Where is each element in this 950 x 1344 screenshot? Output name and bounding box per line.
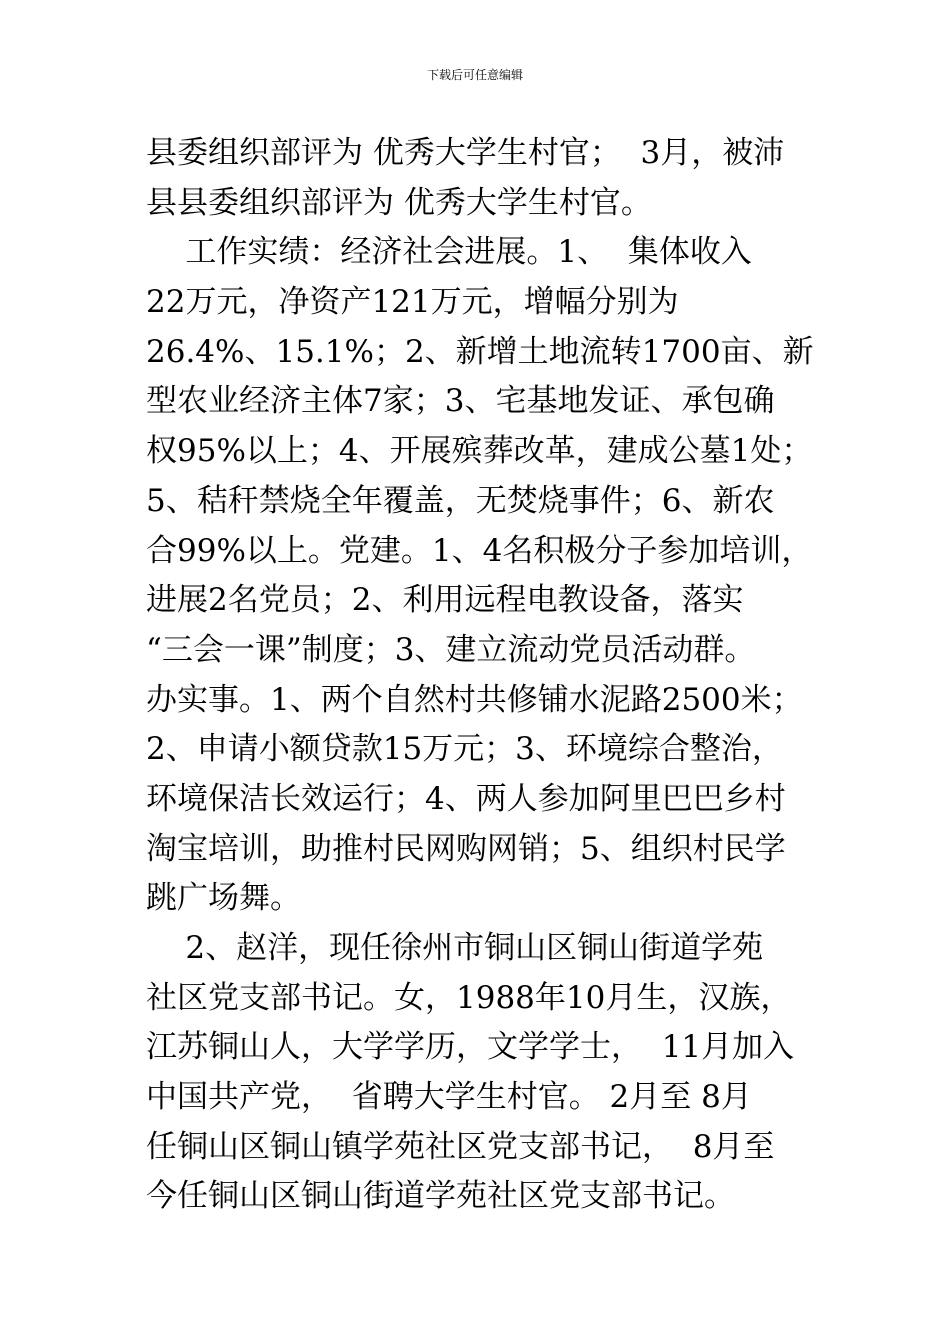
text-line: 合99%以上。党建。1、4名积极分子参加培训， [146, 532, 813, 569]
text-line: 工作实绩：经济社会进展。1、 集体收入 [146, 234, 752, 271]
text-line: 江苏铜山人，大学学历，文学学士， 11月加入 [146, 1029, 795, 1066]
text-line: 中国共产党， 省聘大学生村官。 2月至 8月 [146, 1079, 752, 1116]
text-line: “三会一课”制度；3、建立流动党员活动群。 [146, 631, 756, 668]
text-line: 办实事。1、两个自然村共修铺水泥路2500米； [146, 681, 803, 718]
text-line: 进展2名党员；2、利用远程电教设备，落实 [146, 582, 744, 619]
text-line: 淘宝培训，助推村民网购网销；5、组织村民学 [146, 830, 786, 867]
text-line: 社区党支部书记。女，1988年10月生，汉族， [146, 979, 792, 1016]
text-line: 型农业经济主体7家；3、宅基地发证、承包确 [146, 383, 775, 420]
text-line: 环境保洁长效运行；4、两人参加阿里巴巴乡村 [146, 780, 786, 817]
text-line: 26.4%、15.1%；2、新增土地流转1700亩、新 [146, 333, 814, 370]
text-line: 跳广场舞。 [146, 880, 301, 917]
text-line: 2、赵洋，现任徐州市铜山区铜山街道学苑 [146, 930, 764, 966]
text-line: 今任铜山区铜山街道学苑社区党支部书记。 [146, 1178, 735, 1215]
text-line: 5、秸秆禁烧全年覆盖，无焚烧事件；6、新农 [146, 482, 775, 519]
text-line: 县委组织部评为 优秀大学生村官； 3月，被沛 [146, 135, 785, 171]
text-line: 权95%以上；4、开展殡葬改革，建成公墓1处； [146, 433, 813, 470]
text-line: 任铜山区铜山镇学苑社区党支部书记， 8月至 [146, 1128, 775, 1165]
page-header-note: 下载后可任意编辑 [426, 68, 523, 82]
text-line: 22万元，净资产121万元，增幅分别为 [146, 284, 679, 321]
document-body [146, 129, 816, 1222]
text-line: 2、申请小额贷款15万元；3、环境综合整治， [146, 731, 783, 768]
text-line: 县县委组织部评为 优秀大学生村官。 [146, 184, 652, 221]
